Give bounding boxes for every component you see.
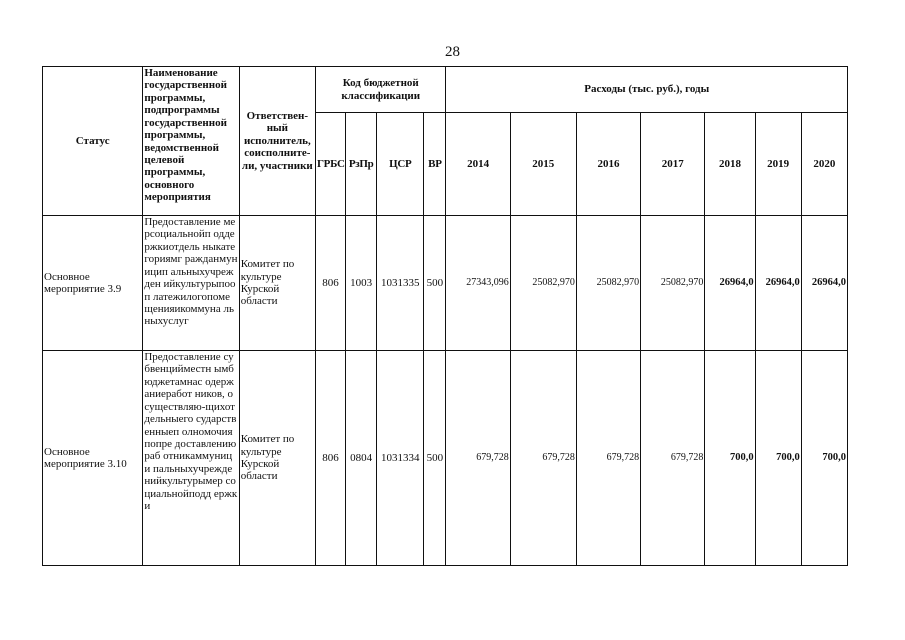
row-value-2019: 26964,0 [755,216,801,351]
row-value-2020: 26964,0 [801,216,847,351]
year-header-2019: 2019 [755,113,801,216]
budget-table [42,66,848,566]
row-grbs: 806 [315,351,345,566]
rzpr-header: РзПр [346,113,377,216]
year-header-2016: 2016 [576,113,640,216]
row-value-2018: 26964,0 [705,216,755,351]
row-vr: 500 [424,351,446,566]
row-name [143,351,239,566]
row-name [143,216,239,351]
status-header: Статус [43,67,143,216]
row-name-text: Предоставление субвенцийместн ымбюджетамнас одержаниеработ ников, осуществляю-щихотдельныего сударственныеп олномочияпопре доставлениюраб отникаммуници пальныхучрежде нийкультурымер социальнойподд ержки [144,351,238,513]
row-grbs: 806 [315,216,345,351]
row-value-2016: 25082,970 [576,216,640,351]
row-value-2014: 679,728 [446,351,510,566]
row-value-2020: 700,0 [801,351,847,566]
row-value-2019: 700,0 [755,351,801,566]
year-header-2014: 2014 [446,113,510,216]
page-number: 28 [445,44,460,60]
row-status: Основное мероприятие 3.10 [43,351,143,566]
row-value-2016: 679,728 [576,351,640,566]
row-executor: Комитет по культуре Курской области [239,351,315,566]
executor-header: Ответствен-ный исполнитель, соисполните-ли, участники [239,67,315,216]
year-header-2015: 2015 [510,113,576,216]
expenses-header: Расходы (тыс. руб.), годы [446,67,848,113]
year-header-2018: 2018 [705,113,755,216]
header-row-1 [43,67,848,113]
row-rzpr: 1003 [346,216,377,351]
grbs-header: ГРБС [315,113,345,216]
row-value-2018: 700,0 [705,351,755,566]
year-header-2020: 2020 [801,113,847,216]
row-rzpr: 0804 [346,351,377,566]
vr-header: ВР [424,113,446,216]
budget-class-header: Код бюджетной классификации [315,67,445,113]
row-value-2015: 25082,970 [510,216,576,351]
row-csr: 1031335 [377,216,424,351]
row-executor: Комитет по культуре Курской области [239,216,315,351]
row-name-text: Предоставление мерсоциальнойп оддержкиотдель ныкатегориямг ражданмуницип альныхучрежден ийкультурыпооп латежилогопоме щенияикоммуна льныхуслуг [144,216,238,328]
row-value-2014: 27343,096 [446,216,510,351]
table-row [43,351,848,566]
table-row [43,216,848,351]
name-header: Наименование государственной программы, подпрограммы государственной программы, ведомственной целевой программы, основного мероприятия [143,67,239,216]
year-header-2017: 2017 [641,113,705,216]
row-value-2017: 679,728 [641,351,705,566]
row-csr: 1031334 [377,351,424,566]
csr-header: ЦСР [377,113,424,216]
row-vr: 500 [424,216,446,351]
row-value-2015: 679,728 [510,351,576,566]
row-value-2017: 25082,970 [641,216,705,351]
row-status: Основное мероприятие 3.9 [43,216,143,351]
